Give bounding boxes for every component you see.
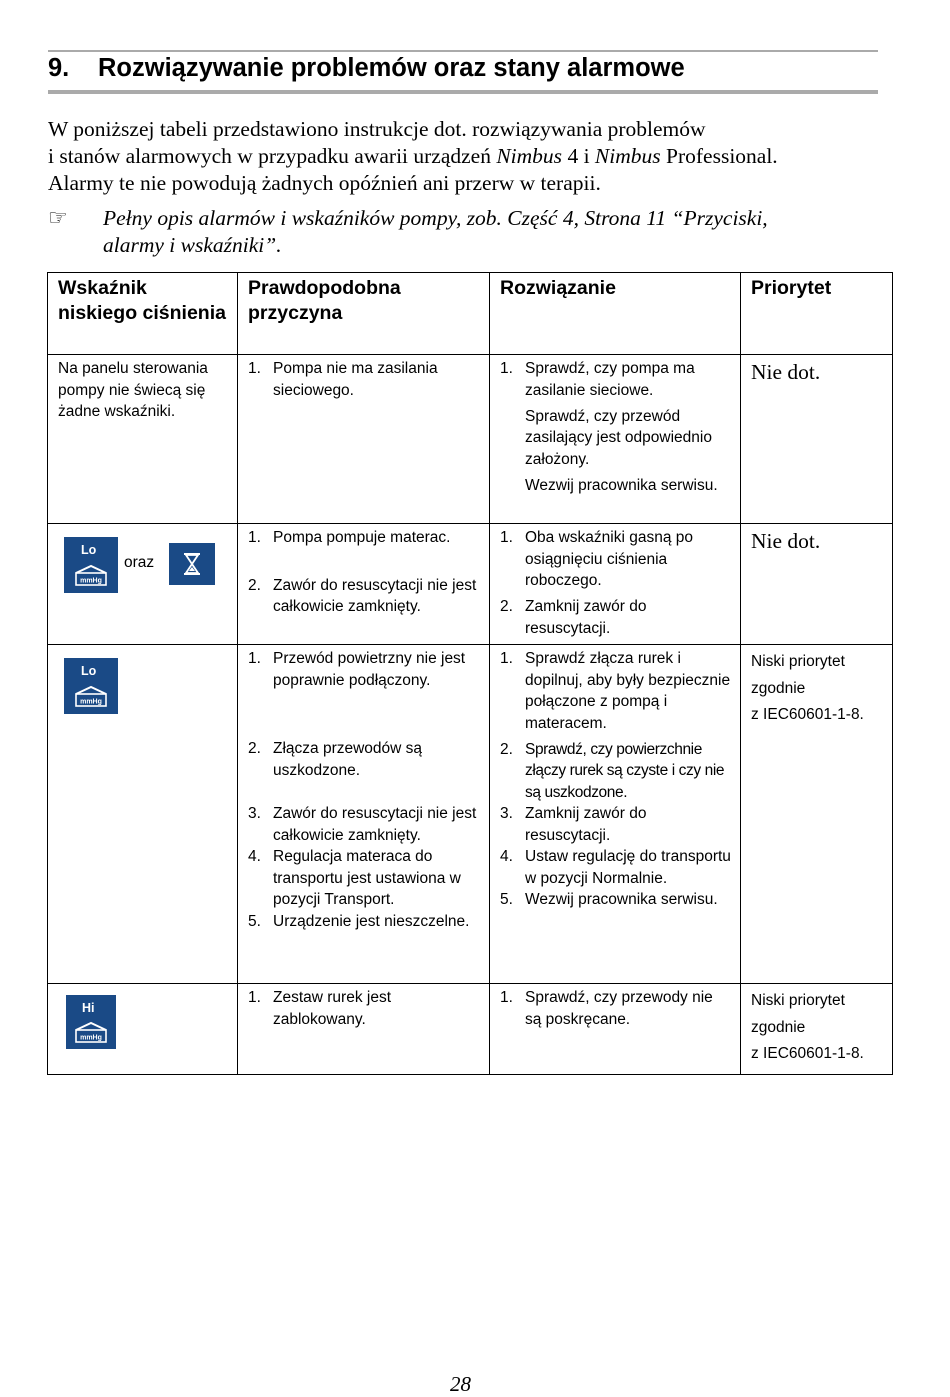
- section-heading: [48, 54, 685, 83]
- cause-item: 1. Zestaw rurek jest zablokowany.: [248, 989, 392, 1028]
- low-pressure-icon: Lo mmHg: [64, 658, 118, 714]
- solution-item: 4. Ustaw regulację do transportu w pozycji Normalnie.: [500, 848, 731, 887]
- svg-text:mmHg: mmHg: [80, 1034, 102, 1042]
- indicator-text: Na panelu sterowania pompy nie świecą się żadne wskaźniki.: [58, 360, 208, 420]
- intro-paragraph: [48, 116, 898, 197]
- header-priority: Priorytet: [741, 273, 893, 355]
- intro-line-2: i stanów alarmowych w przypadku awarii urządzeń Nimbus 4 i Nimbus Professional.: [48, 144, 778, 168]
- header-solution: Rozwiązanie: [490, 273, 741, 355]
- solution-item: 5. Wezwij pracownika serwisu.: [500, 891, 718, 908]
- page-number: 28: [450, 1372, 471, 1396]
- table-row: [48, 984, 893, 1075]
- note-line-2: alarmy i wskaźniki”.: [103, 233, 282, 257]
- cause-item: 2. Złącza przewodów są uszkodzone.: [248, 740, 423, 779]
- solution-item: 1. Oba wskaźniki gasną po osiągnięciu ciśnienia roboczego.: [500, 529, 694, 589]
- solution-item: 2. Zamknij zawór do resuscytacji.: [500, 598, 647, 637]
- heading-underline: [48, 90, 878, 94]
- hourglass-icon: [169, 543, 215, 585]
- section-number: 9.: [48, 54, 70, 82]
- priority-value: Niski priorytet zgodnie z IEC60601-1-8.: [751, 992, 864, 1062]
- section-title: Rozwiązywanie problemów oraz stany alarmowe: [98, 54, 685, 82]
- intro-line-3: Alarmy te nie powodują żadnych opóźnień ani przerw w terapii.: [48, 171, 601, 195]
- intro-line-1: W poniższej tabeli przedstawiono instrukcje dot. rozwiązywania problemów: [48, 117, 706, 141]
- svg-text:mmHg: mmHg: [80, 698, 102, 706]
- solution-item: Wezwij pracownika serwisu.: [525, 476, 718, 494]
- cause-item: 1. Pompa pompuje materac.: [248, 529, 451, 546]
- priority-value: Niski priorytet zgodnie z IEC60601-1-8.: [751, 653, 864, 723]
- top-rule: [48, 50, 878, 52]
- cause-item: 5. Urządzenie jest nieszczelne.: [248, 912, 470, 930]
- solution-item: 1. Sprawdź, czy pompa ma zasilanie sieciowe.: [500, 360, 695, 399]
- priority-value: Nie dot.: [751, 529, 821, 553]
- cause-item: 4. Regulacja materaca do transportu jest ustawiona w pozycji Transport.: [248, 848, 461, 908]
- high-pressure-icon: Hi mmHg: [66, 995, 116, 1049]
- note-line-1: Pełny opis alarmów i wskaźników pompy, zob. Część 4, Strona 11 “Przyciski,: [103, 206, 768, 230]
- solution-item: 1. Sprawdź, czy przewody nie są poskręcane.: [500, 989, 713, 1028]
- header-cause: Prawdopodobna przyczyna: [238, 273, 490, 355]
- header-indicator: Wskaźnik niskiego ciśnienia: [48, 273, 238, 355]
- pointing-hand-icon: ☞: [48, 206, 68, 231]
- priority-value: Nie dot.: [751, 360, 821, 384]
- table-row: [48, 645, 893, 984]
- low-pressure-icon: Lo mmHg: [64, 537, 118, 593]
- table-row: [48, 524, 893, 645]
- table-row: [48, 355, 893, 524]
- indicator-conjunction: oraz: [124, 554, 155, 571]
- solution-item: Sprawdź, czy przewód zasilający jest odpowiednio założony.: [525, 407, 712, 468]
- solution-item: 3. Zamknij zawór do resuscytacji.: [500, 805, 647, 844]
- cause-item: 2. Zawór do resuscytacji nie jest całkowicie zamknięty.: [248, 576, 477, 615]
- troubleshooting-table: [47, 272, 893, 1075]
- solution-item: 1. Sprawdź złącza rurek i dopilnuj, aby były bezpiecznie połączone z pompą i materacem.: [500, 650, 731, 732]
- cause-item: 3. Zawór do resuscytacji nie jest całkowicie zamknięty.: [248, 805, 477, 844]
- svg-text:mmHg: mmHg: [80, 577, 102, 585]
- solution-item: 2. Sprawdź, czy powierzchnie złączy rurek są czyste i czy nie są uszkodzone.: [500, 740, 725, 801]
- table-header-row: [48, 273, 893, 355]
- cause-item: 1. Przewód powietrzny nie jest poprawnie podłączony.: [248, 650, 466, 689]
- cause-item: 1. Pompa nie ma zasilania sieciowego.: [248, 360, 438, 399]
